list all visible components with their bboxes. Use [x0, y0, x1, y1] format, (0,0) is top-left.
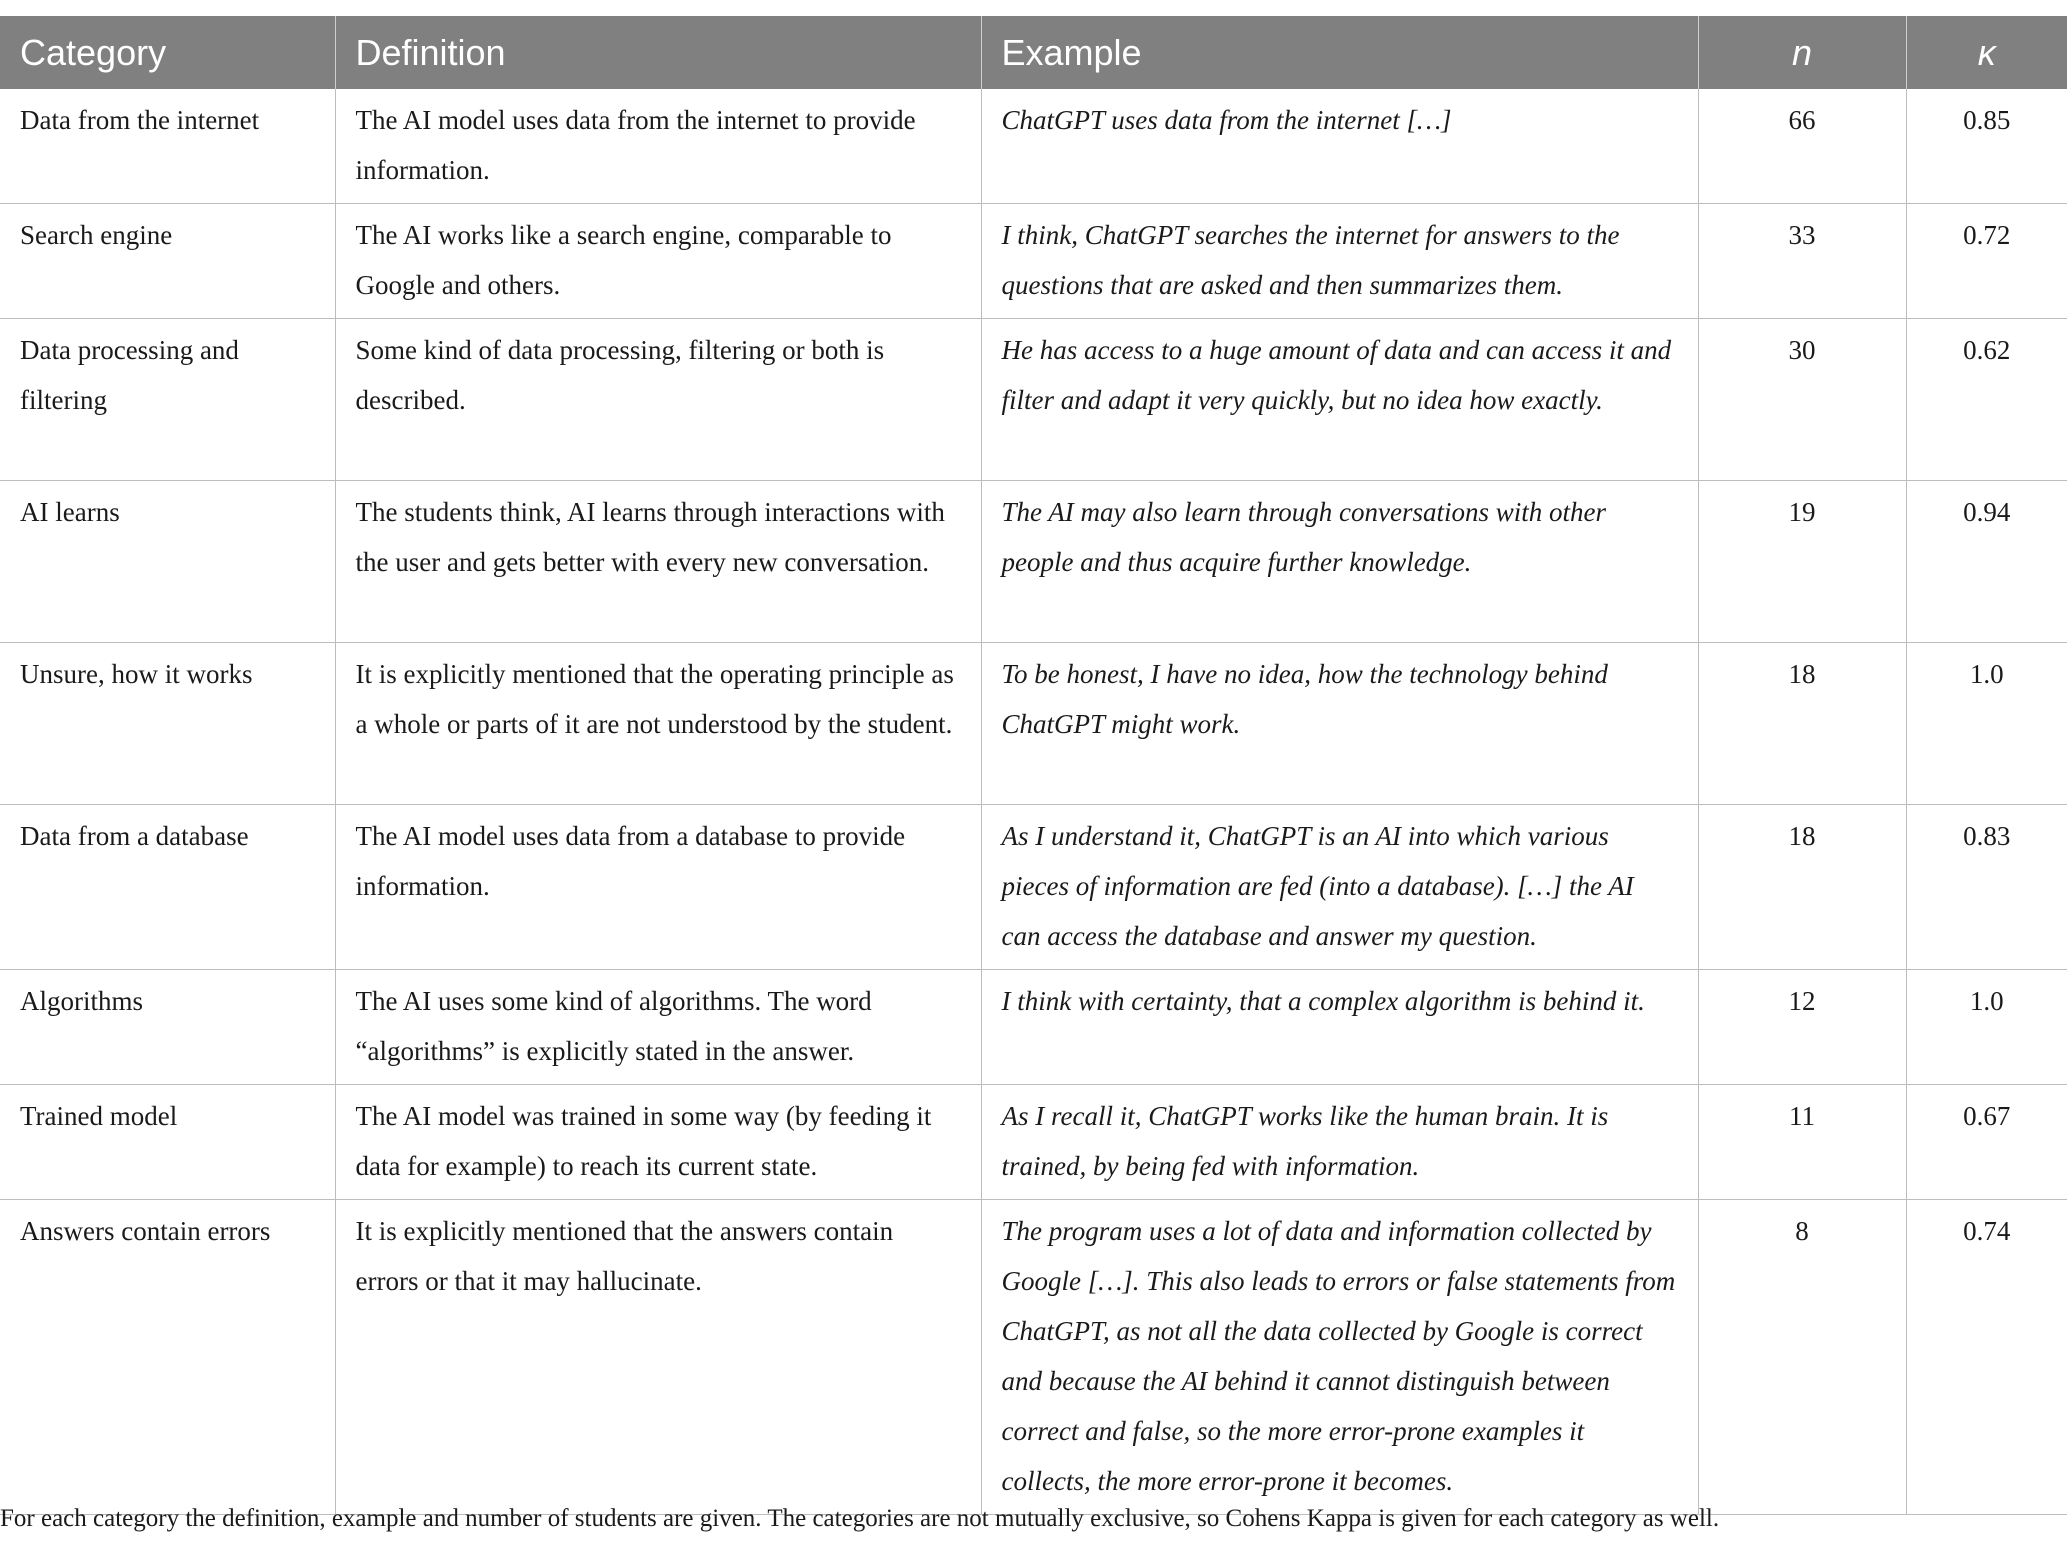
- table-row: [0, 1200, 2067, 1515]
- cell-category: Trained model: [0, 1085, 335, 1200]
- cell-definition: The AI model was trained in some way (by feeding it data for example) to reach its current state.: [335, 1085, 981, 1200]
- header-definition: Definition: [335, 16, 981, 89]
- cell-example: I think with certainty, that a complex algorithm is behind it.: [981, 970, 1698, 1085]
- table-row: [0, 805, 2067, 970]
- cell-category: Search engine: [0, 204, 335, 319]
- cell-definition: It is explicitly mentioned that the answers contain errors or that it may hallucinate.: [335, 1200, 981, 1515]
- categories-table-container: [0, 16, 2067, 1515]
- cell-category: Algorithms: [0, 970, 335, 1085]
- cell-kappa: 0.85: [1906, 89, 2067, 204]
- cell-example: ChatGPT uses data from the internet […]: [981, 89, 1698, 204]
- cell-n: 33: [1698, 204, 1906, 319]
- table-row: [0, 319, 2067, 481]
- cell-n: 11: [1698, 1085, 1906, 1200]
- header-n-label: n: [1791, 31, 1813, 73]
- cell-definition: The AI uses some kind of algorithms. The word “algorithms” is explicitly stated in the answer.: [335, 970, 981, 1085]
- cell-category: AI learns: [0, 481, 335, 643]
- cell-kappa: 0.94: [1906, 481, 2067, 643]
- table-row: [0, 204, 2067, 319]
- cell-kappa: 1.0: [1906, 970, 2067, 1085]
- header-example: Example: [981, 16, 1698, 89]
- cell-kappa: 0.74: [1906, 1200, 2067, 1515]
- header-row: [0, 16, 2067, 89]
- cell-kappa: 0.67: [1906, 1085, 2067, 1200]
- cell-example: The AI may also learn through conversations with other people and thus acquire further knowledge.: [981, 481, 1698, 643]
- cell-category: Data from a database: [0, 805, 335, 970]
- cell-category: Data processing and filtering: [0, 319, 335, 481]
- table-row: [0, 1085, 2067, 1200]
- cell-n: 18: [1698, 643, 1906, 805]
- cell-n: 66: [1698, 89, 1906, 204]
- cell-definition: It is explicitly mentioned that the operating principle as a whole or parts of it are not understood by the student.: [335, 643, 981, 805]
- cell-category: Unsure, how it works: [0, 643, 335, 805]
- cell-definition: Some kind of data processing, filtering or both is described.: [335, 319, 981, 481]
- cell-n: 19: [1698, 481, 1906, 643]
- cell-n: 30: [1698, 319, 1906, 481]
- cell-n: 12: [1698, 970, 1906, 1085]
- cell-kappa: 0.72: [1906, 204, 2067, 319]
- cell-example: To be honest, I have no idea, how the technology behind ChatGPT might work.: [981, 643, 1698, 805]
- cell-example: The program uses a lot of data and information collected by Google […]. This also leads to errors or false statements from ChatGPT, as not all the data collected by Google is correct and because the AI behind it cannot distinguish between correct and false, so the more error-prone examples it collects, the more error-prone it becomes.: [981, 1200, 1698, 1515]
- table-row: [0, 89, 2067, 204]
- categories-table: [0, 16, 2067, 1515]
- cell-definition: The students think, AI learns through interactions with the user and gets better with every new conversation.: [335, 481, 981, 643]
- cell-n: 18: [1698, 805, 1906, 970]
- table-row: [0, 643, 2067, 805]
- cell-definition: The AI model uses data from a database to provide information.: [335, 805, 981, 970]
- cell-example: As I understand it, ChatGPT is an AI into which various pieces of information are fed (into a database). […] the AI can access the database and answer my question.: [981, 805, 1698, 970]
- cell-example: As I recall it, ChatGPT works like the human brain. It is trained, by being fed with information.: [981, 1085, 1698, 1200]
- table-row: [0, 481, 2067, 643]
- cell-kappa: 1.0: [1906, 643, 2067, 805]
- table-header: [0, 16, 2067, 89]
- cell-category: Data from the internet: [0, 89, 335, 204]
- cell-category: Answers contain errors: [0, 1200, 335, 1515]
- table-footnote: For each category the definition, example and number of students are given. The categories are not mutually exclusive, so Cohens Kappa is given for each category as well.: [0, 1505, 1720, 1532]
- cell-example: I think, ChatGPT searches the internet for answers to the questions that are asked and then summarizes them.: [981, 204, 1698, 319]
- header-n: [1698, 16, 1906, 89]
- cell-definition: The AI works like a search engine, comparable to Google and others.: [335, 204, 981, 319]
- cell-n: 8: [1698, 1200, 1906, 1515]
- cell-definition: The AI model uses data from the internet to provide information.: [335, 89, 981, 204]
- header-category: Category: [0, 16, 335, 89]
- cell-kappa: 0.62: [1906, 319, 2067, 481]
- header-kappa: [1906, 16, 2067, 89]
- table-body: [0, 89, 2067, 1515]
- header-kappa-label: κ: [1977, 31, 1996, 73]
- table-row: [0, 970, 2067, 1085]
- cell-example: He has access to a huge amount of data and can access it and filter and adapt it very quickly, but no idea how exactly.: [981, 319, 1698, 481]
- cell-kappa: 0.83: [1906, 805, 2067, 970]
